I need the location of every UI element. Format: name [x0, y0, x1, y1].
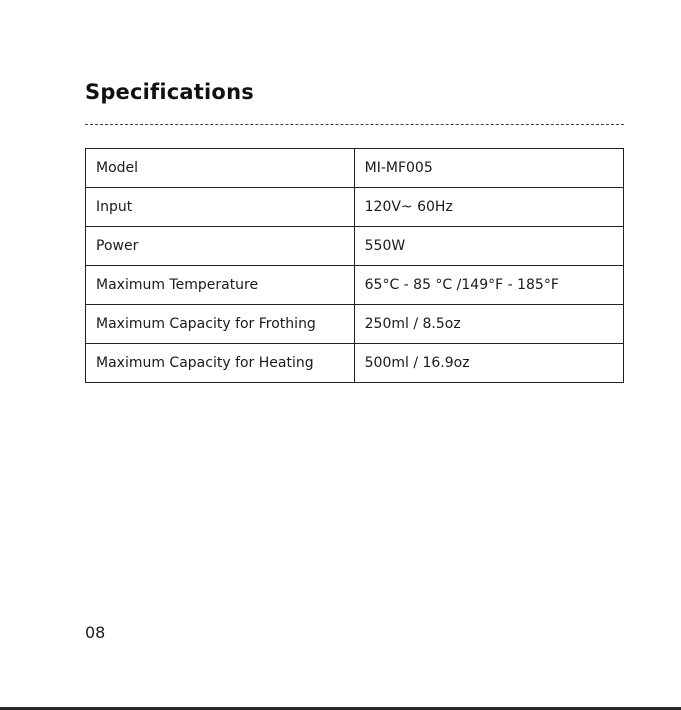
table-row — [86, 188, 624, 227]
spec-label: Model — [86, 149, 355, 188]
spec-value: 120V~ 60Hz — [354, 188, 623, 227]
title-divider — [85, 124, 624, 125]
spec-label: Power — [86, 227, 355, 266]
table-row — [86, 305, 624, 344]
spec-value: 250ml / 8.5oz — [354, 305, 623, 344]
spec-label: Input — [86, 188, 355, 227]
table-row — [86, 149, 624, 188]
spec-value: MI-MF005 — [354, 149, 623, 188]
table-row — [86, 227, 624, 266]
spec-label: Maximum Capacity for Frothing — [86, 305, 355, 344]
spec-value: 550W — [354, 227, 623, 266]
spec-value: 65°C - 85 °C /149°F - 185°F — [354, 266, 623, 305]
specifications-table — [85, 148, 624, 383]
spec-label: Maximum Capacity for Heating — [86, 344, 355, 383]
table-row — [86, 344, 624, 383]
table-row — [86, 266, 624, 305]
page-number: 08 — [85, 623, 106, 642]
spec-value: 500ml / 16.9oz — [354, 344, 623, 383]
spec-label: Maximum Temperature — [86, 266, 355, 305]
page-title: Specifications — [85, 80, 254, 104]
